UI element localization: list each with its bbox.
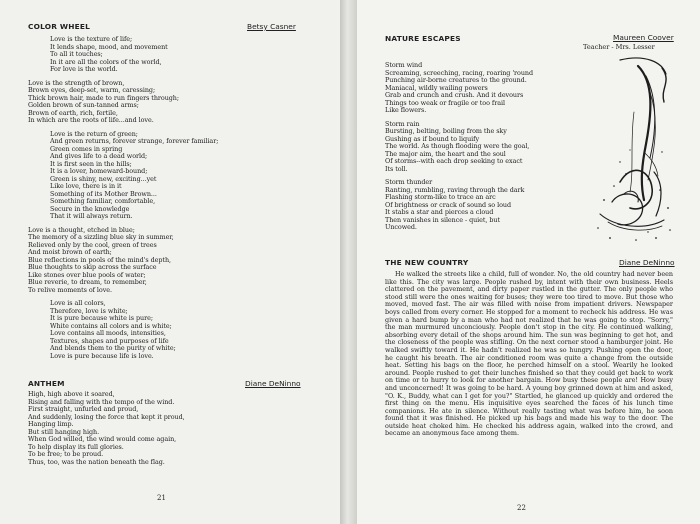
poem-line: Blue thoughts to skip across the surface — [28, 263, 157, 271]
poem-line: Therefore, love is white; — [50, 306, 128, 315]
poem-line: It is a lover, homeward-bound; — [50, 167, 148, 175]
poem-line: Secure in the knowledge — [50, 204, 130, 213]
poem-line: Grab and crunch and crush. And it devours — [385, 91, 524, 99]
anthem-poem — [28, 391, 328, 466]
poem-line: Love is all colors, — [50, 299, 106, 307]
poem-line: To be free; to be proud. — [28, 450, 104, 458]
poem-line: Love is the strength of brown, — [28, 78, 125, 87]
poem-line: In it are all the colors of the world, — [50, 57, 162, 66]
poem-line: Blue reflections in pools of the mind's depth, — [28, 255, 171, 264]
poem-line: That it will always return. — [50, 212, 133, 220]
poem-line: Like love, there is in it — [50, 182, 122, 190]
poem-line: Storm wind — [385, 61, 423, 69]
poem-line: Flashing storm-like to trace an arc — [385, 193, 496, 201]
poem-line: But still hanging high. — [28, 427, 100, 436]
stanza — [28, 36, 328, 74]
poem-line: The world. As though flooding were the goal, — [385, 142, 530, 150]
stanza — [28, 300, 328, 360]
poem-line: To all it touches; — [50, 50, 103, 58]
poem-line: For love is the world. — [50, 65, 118, 73]
poem-line: It is first seen in the hills; — [50, 159, 132, 168]
poem-line: Like stones over blue pools of water; — [28, 270, 146, 279]
stanza — [28, 227, 328, 295]
poem-line: Punching air-borne creatures to the ground. — [385, 76, 527, 84]
poem-line: Rising and falling with the tempo of the wind. — [28, 397, 175, 406]
poem-line: Screaming, screeching, racing, roaring 'round — [385, 68, 534, 77]
poem-line: It stabs a star and pierces a cloud — [385, 208, 494, 216]
stanza — [28, 80, 328, 125]
nature-escapes-poem — [385, 62, 605, 238]
poem-line: Then vanishes in silence - quiet, but — [385, 215, 501, 224]
poem-line: Like flowers. — [385, 106, 427, 114]
poem-line: Storm thunder — [385, 178, 433, 186]
poem-line: Uncowed. — [385, 223, 417, 231]
page-number-left: 21 — [157, 494, 166, 502]
poem-line: And moist brown of earth; — [28, 248, 112, 256]
poem-line: Golden brown of sun-tanned arms; — [28, 101, 139, 109]
poem-line: Bursting, belting, boiling from the sky — [385, 127, 507, 135]
color-wheel-poem — [28, 36, 328, 366]
poem-line: Green comes in spring — [50, 144, 123, 153]
poem-line: Things too weak or fragile or too frail — [385, 98, 505, 107]
poem-line: Of brightness or crack of sound so loud — [385, 200, 511, 209]
poem-line: Something familiar, comfortable, — [50, 197, 156, 205]
poem-line: In which are the roots of life...and love. — [28, 116, 154, 124]
stanza — [385, 121, 605, 174]
stanza — [28, 131, 328, 221]
poem-line: Ranting, rumbling, raving through the dark — [385, 185, 525, 194]
poem-line: Hanging limp. — [28, 420, 74, 428]
nature-escapes-author: Maureen Coover — [613, 33, 674, 42]
poem-line: Of storms--with each drop seeking to exact — [385, 157, 523, 165]
left-page — [0, 0, 340, 524]
storm-swirl-drawing-icon — [590, 52, 678, 247]
poem-line: It is pure because white is pure; — [50, 314, 153, 322]
poem-line: First straight, unfurled and proud, — [28, 405, 139, 413]
color-wheel-author: Betsy Casner — [247, 22, 296, 31]
new-country-title: THE NEW COUNTRY — [385, 258, 469, 267]
poem-line: Blue reverie, to dream, to remember, — [28, 278, 147, 286]
poem-line: Something of its Mother Brown... — [50, 189, 157, 198]
stanza — [385, 62, 605, 115]
new-country-author: Diane DeNinno — [619, 258, 675, 267]
poem-line: It lends shape, mood, and movement — [50, 42, 168, 51]
poem-line: The memory of a sizzling blue sky in summer, — [28, 233, 174, 241]
poem-line: Storm rain — [385, 119, 420, 128]
poem-line: Relieved only by the cool, green of trees — [28, 240, 157, 249]
poem-line: And green returns, forever strange, forever familiar; — [50, 137, 219, 145]
poem-line: The major aim, the heart and the soul — [385, 149, 506, 158]
poem-line: And suddenly, losing the force that kept it proud, — [28, 412, 185, 421]
poem-line: Its toll. — [385, 164, 408, 173]
poem-line: Love is pure because life is love. — [50, 351, 154, 360]
color-wheel-title: COLOR WHEEL — [28, 22, 91, 31]
anthem-title: ANTHEM — [28, 379, 65, 388]
poem-line: Gushing as if bound to liquify — [385, 134, 480, 143]
poem-line: Brown of earth, rich, fertile, — [28, 108, 118, 117]
anthem-author: Diane DeNinno — [245, 379, 301, 388]
book-gutter — [340, 0, 357, 524]
poem-line: Love is the return of green; — [50, 129, 138, 138]
poem-line: Maniacal, wildly wailing powers — [385, 83, 488, 92]
poem-line: Love is a thought, etched in blue; — [28, 225, 135, 234]
poem-line: Thus, too, was the nation beneath the flag. — [28, 457, 165, 466]
nature-escapes-title: NATURE ESCAPES — [385, 34, 461, 43]
poem-line: And gives life to a dead world; — [50, 152, 148, 160]
poem-line: Love is the texture of life; — [50, 35, 133, 43]
poem-line: Love contains all moods, intensities, — [50, 329, 166, 337]
poem-line: To help display its full glories. — [28, 442, 124, 451]
stanza — [385, 179, 605, 232]
nature-escapes-teacher: Teacher - Mrs. Lesser — [583, 43, 655, 51]
new-country-text: He walked the streets like a child, full of wonder. No, the old country had never been like this. The city was large. People rushed by, intent with their own business. Heels clattered on the pavement, and dirty paper rustled in the gutter. The only people who stood still were the ones waiting for buses; they were too tired to move. But those who moved, moved fast. The air was filled with noise from impatient drivers. Newspaper boys called from every corner. He stopped for a moment to recheck his address. He was given a hard bump by a man who had not realized that he was going to stop. "Sorry," the man murmured unconciously. People don't stop in the city. He continued walking, absorbing every detail of the shops around him. The sun was beginning to get hot, and the closeness of the people was stifling. On the next corner stood a hamburger joint. He walked swiftly toward it. He hadn't realized he was so hungry. Pushing open the door, he caught his breath. The air conditioned room was quite a change from the outside heat. Setting his bags on the floor, he perched himself on a stool. Wearily he looked around. People rushed to get their lunches finished so that they could get back to work on time or to hurry to look for another bargain. How busy these people are! How busy and unconcerned! It was going to be hard. A young boy grinned down at him and asked, "O. K., Buddy, what can I get for you?" Startled, he glanced up quickly and ordered the first thing on the menu. His inquisitive eyes searched the faces of his lunch time companions. He ate in silence. Without really tasting what was before him, he soon found that it was finished. He picked up his bags and made his way to the door. The outside heat choked him. He checked his address again, walked into the crowd, and became an anonymous face among them. — [385, 270, 673, 438]
page-number-right: 22 — [517, 504, 526, 512]
poem-line: Thick brown hair, made to run fingers through; — [28, 93, 179, 102]
poem-line: To relive moments of love. — [28, 285, 112, 294]
poem-line: Textures, shapes and purposes of life — [50, 336, 169, 345]
poem-line: High, high above it soared, — [28, 390, 115, 398]
poem-line: Brown eyes, deep-set, warm, caressing; — [28, 86, 156, 94]
poem-line: White contains all colors and is white; — [50, 321, 172, 330]
poem-line: Green is shiny, new, exciting...yet — [50, 174, 157, 183]
poem-line: And blends them to the purity of white; — [50, 344, 176, 352]
poem-line: When God willed, the wind would come again, — [28, 435, 177, 443]
